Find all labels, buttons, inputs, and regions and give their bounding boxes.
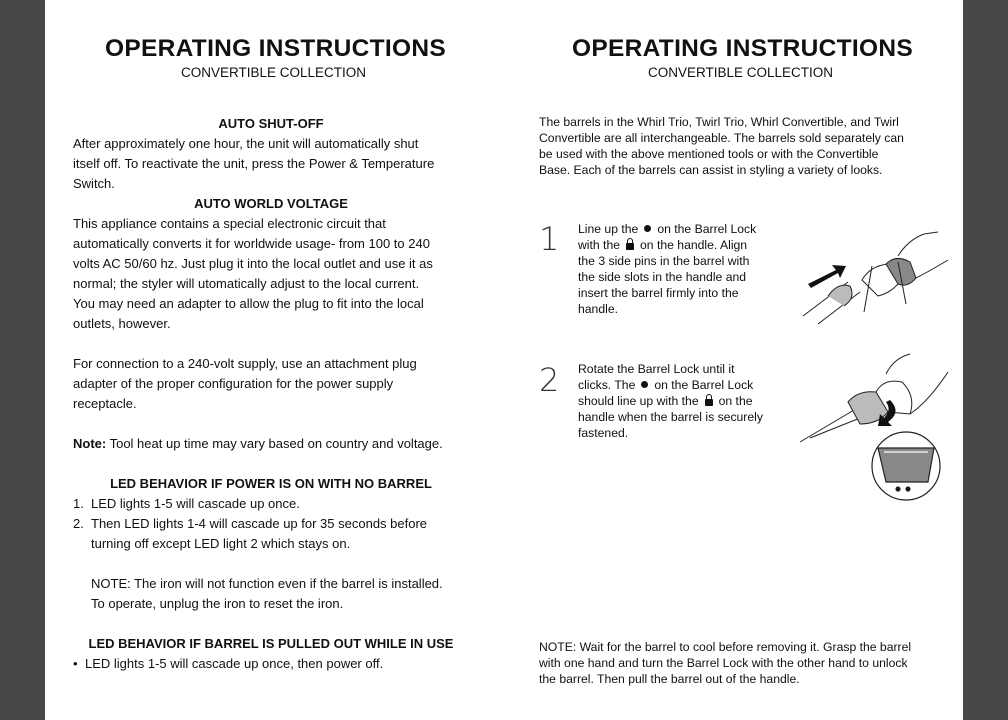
led-no-barrel-heading: LED BEHAVIOR IF POWER IS ON WITH NO BARREL <box>110 476 432 491</box>
step-1-line: handle. <box>578 302 618 316</box>
barrel-lock-illustration <box>798 352 958 502</box>
right-title: OPERATING INSTRUCTIONS <box>572 35 913 62</box>
step-1-line: the 3 side pins in the barrel with <box>578 254 750 268</box>
world-voltage-line: You may need an adapter to allow the plug to fit into the local <box>73 296 424 311</box>
step-2-line: Rotate the Barrel Lock until it <box>578 362 735 376</box>
led-item-1-number: 1. <box>73 496 84 511</box>
instruction-page <box>45 0 963 720</box>
world-voltage-line: volts AC 50/60 hz. Just plug it into the local outlet and use it as <box>73 256 433 271</box>
left-title: OPERATING INSTRUCTIONS <box>105 35 446 62</box>
world-voltage-line: normal; the styler will utomatically adjust to the local current. <box>73 276 420 291</box>
auto-shutoff-line: Switch. <box>73 176 115 191</box>
auto-shutoff-line: After approximately one hour, the unit will automatically shut <box>73 136 419 151</box>
bottom-note-line: NOTE: Wait for the barrel to cool before removing it. Grasp the barrel <box>539 640 912 654</box>
world-voltage-heading: AUTO WORLD VOLTAGE <box>194 196 348 211</box>
arrow-icon <box>808 265 846 288</box>
led-pulled-heading: LED BEHAVIOR IF BARREL IS PULLED OUT WHILE IN USE <box>88 636 454 651</box>
intro-line: Base. Each of the barrels can assist in styling a variety of looks. <box>539 163 883 177</box>
led-note-line: To operate, unplug the iron to reset the iron. <box>91 596 344 611</box>
led-item-2-line: turning off except LED light 2 which stays on. <box>91 536 351 551</box>
step-1-line: with the on the handle. Align <box>578 238 748 252</box>
led-item-2-line: Then LED lights 1-4 will cascade up for 35 seconds before <box>91 516 428 531</box>
step-1-number: 1 <box>539 220 560 258</box>
led-item-2-number: 2. <box>73 516 84 531</box>
auto-shutoff-heading: AUTO SHUT-OFF <box>218 116 324 131</box>
right-subtitle: CONVERTIBLE COLLECTION <box>648 65 834 80</box>
step-2-line: should line up with the on the <box>578 394 753 408</box>
lock-icon <box>626 241 634 250</box>
barrel-lock-detail <box>872 432 940 500</box>
connection-line: For connection to a 240-volt supply, use an attachment plug <box>73 356 417 371</box>
barrel-insert-illustration <box>798 226 958 326</box>
step-1-line: the side slots in the handle and <box>578 270 747 284</box>
step-1-line: Line up the on the Barrel Lock <box>578 222 757 236</box>
led-item-1: LED lights 1-5 will cascade up once. <box>91 496 300 511</box>
note-text: Tool heat up time may vary based on country and voltage. <box>106 436 443 451</box>
step-1-line: insert the barrel firmly into the <box>578 286 739 300</box>
lock-icon <box>705 397 713 406</box>
led-note-line: NOTE: The iron will not function even if the barrel is installed. <box>91 576 443 591</box>
note-label: Note: <box>73 436 107 451</box>
step-2-line: handle when the barrel is securely <box>578 410 763 424</box>
world-voltage-line: This appliance contains a special electronic circuit that <box>73 216 386 231</box>
connection-line: receptacle. <box>73 396 137 411</box>
intro-line: The barrels in the Whirl Trio, Twirl Trio, Whirl Convertible, and Twirl <box>539 115 899 129</box>
led-pulled-item: LED lights 1-5 will cascade up once, then power off. <box>85 656 384 671</box>
world-voltage-line: outlets, however. <box>73 316 171 331</box>
heatup-note <box>73 434 443 454</box>
step-2-line: clicks. The on the Barrel Lock <box>578 378 754 392</box>
intro-line: Convertible are all interchangeable. The barrels sold separately can <box>539 131 904 145</box>
auto-shutoff-line: itself off. To reactivate the unit, press the Power & Temperature <box>73 156 435 171</box>
step-2-line: fastened. <box>578 426 629 440</box>
dot-icon <box>641 381 648 388</box>
connection-line: adapter of the proper configuration for the power supply <box>73 376 394 391</box>
dot-icon <box>644 225 651 232</box>
left-subtitle: CONVERTIBLE COLLECTION <box>181 65 367 80</box>
bottom-note-line: with one hand and turn the Barrel Lock with the other hand to unlock <box>539 656 908 670</box>
intro-line: be used with the above mentioned tools or with the Convertible <box>539 147 879 161</box>
bottom-note-line: the barrel. Then pull the barrel out of the handle. <box>539 672 800 686</box>
world-voltage-line: automatically converts it for worldwide usage- from 100 to 240 <box>73 236 430 251</box>
led-pulled-bullet: • <box>73 656 78 671</box>
step-2-number: 2 <box>539 361 560 399</box>
